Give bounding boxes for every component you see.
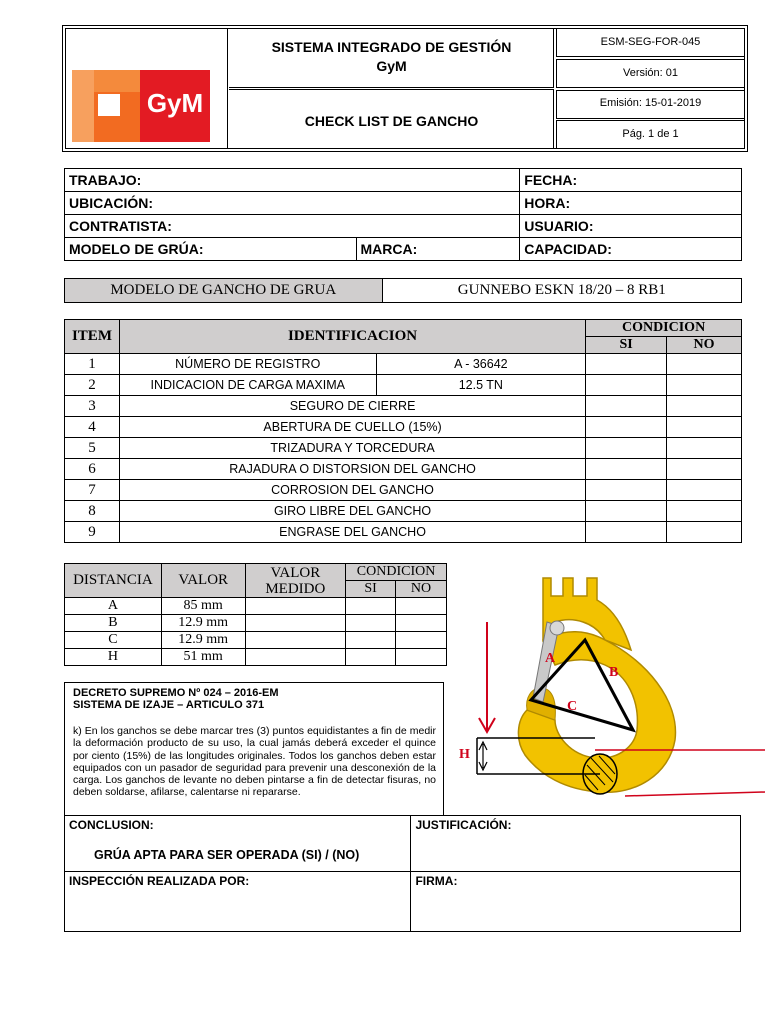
checklist-row — [65, 375, 742, 396]
col-no-header: NO — [667, 337, 742, 354]
item-label: ABERTURA DE CUELLO (15%) — [119, 417, 585, 438]
form-emission: Emisión: 15-01-2019 — [599, 97, 702, 109]
distance-value: 12.9 mm — [161, 632, 245, 649]
measured-cell[interactable] — [245, 649, 346, 666]
item-label: RAJADURA O DISTORSION DEL GANCHO — [119, 459, 585, 480]
company-line-2: GyM — [376, 58, 407, 74]
decree-title-1: DECRETO SUPREMO Nº 024 – 2016-EM — [73, 687, 279, 699]
no-cell[interactable] — [667, 480, 742, 501]
red-hline-bottom — [625, 792, 765, 796]
hook-model-label: MODELO DE GANCHO DE GRUA — [65, 279, 383, 303]
measured-cell[interactable] — [245, 598, 346, 615]
fecha-label: FECHA: — [524, 172, 578, 188]
distance-label: B — [65, 615, 162, 632]
si-cell[interactable] — [586, 396, 667, 417]
apta-text: GRÚA APTA PARA SER OPERADA (SI) / (NO) — [94, 848, 360, 862]
distance-row — [65, 632, 447, 649]
no-cell[interactable] — [667, 522, 742, 543]
no-cell[interactable] — [667, 354, 742, 375]
label-b: B — [609, 665, 619, 680]
item-value: A - 36642 — [376, 354, 586, 375]
checklist-row — [65, 438, 742, 459]
no-cell[interactable] — [667, 417, 742, 438]
form-page: Pág. 1 de 1 — [622, 128, 679, 140]
item-number: 9 — [65, 522, 120, 543]
no-cell[interactable] — [667, 459, 742, 480]
firma-label: FIRMA: — [415, 874, 458, 888]
contratista-field[interactable] — [65, 215, 520, 238]
ubicacion-label: UBICACIÓN: — [69, 195, 153, 211]
item-label: GIRO LIBRE DEL GANCHO — [119, 501, 585, 522]
label-h: H — [459, 747, 470, 762]
no-cell[interactable] — [667, 501, 742, 522]
gym-logo — [72, 70, 210, 142]
decree-body: k) En los ganchos se debe marcar tres (3) puntos equidistantes a fin de medir la deformación producto de su uso, la cual jamás deberá exceder el quince por ciento (15%) de las longitudes originales. Todos los ganchos deben estar equipados con un pasador de seguridad para prevenir una desconexión de la carga. Los ganchos de levante no deben pintarse a fin de detectar fisuras, no deben soldarse, afilarse, calentarse ni repararse. — [73, 725, 436, 799]
si-cell[interactable] — [346, 598, 396, 615]
col-item-header: ITEM — [65, 320, 120, 354]
fecha-field[interactable] — [520, 169, 742, 192]
form-code: ESM-SEG-FOR-045 — [600, 36, 701, 48]
checklist-row — [65, 396, 742, 417]
item-number: 7 — [65, 480, 120, 501]
logo-orange-shade-top — [94, 70, 140, 92]
si-cell[interactable] — [586, 354, 667, 375]
measured-cell[interactable] — [245, 615, 346, 632]
distance-label: H — [65, 649, 162, 666]
distance-row — [65, 649, 447, 666]
col-si-header: SI — [586, 337, 667, 354]
contratista-label: CONTRATISTA: — [69, 218, 172, 234]
distance-label: A — [65, 598, 162, 615]
load-arrow — [479, 622, 495, 732]
logo-text: GyM — [146, 88, 204, 118]
conclusion-cell[interactable] — [65, 816, 411, 872]
hook-diagram — [455, 570, 765, 810]
si-cell[interactable] — [586, 480, 667, 501]
checklist-row — [65, 459, 742, 480]
inspeccion-cell[interactable] — [65, 872, 411, 932]
col-no-header: NO — [396, 581, 447, 598]
marca-label: MARCA: — [360, 241, 418, 257]
marca-field[interactable] — [356, 238, 520, 261]
item-label: CORROSION DEL GANCHO — [119, 480, 585, 501]
capacidad-field[interactable] — [520, 238, 742, 261]
inspeccion-label: INSPECCIÓN REALIZADA POR: — [69, 874, 250, 888]
col-identificacion-header: IDENTIFICACION — [119, 320, 585, 354]
valor-medido-line-2: MEDIDO — [265, 580, 326, 597]
checklist-row — [65, 354, 742, 375]
no-cell[interactable] — [396, 632, 447, 649]
col-si-header: SI — [346, 581, 396, 598]
info-table — [64, 168, 742, 261]
si-cell[interactable] — [586, 438, 667, 459]
decree-box — [64, 682, 444, 816]
capacidad-label: CAPACIDAD: — [524, 241, 612, 257]
trabajo-field[interactable] — [65, 169, 520, 192]
conclusion-label: CONCLUSION: — [69, 818, 154, 832]
col-condicion-header: CONDICION — [586, 320, 742, 337]
no-cell[interactable] — [396, 615, 447, 632]
decree-title-2: SISTEMA DE IZAJE – ARTICULO 371 — [73, 699, 265, 711]
si-cell[interactable] — [346, 649, 396, 666]
si-cell[interactable] — [586, 375, 667, 396]
col-distancia-header: DISTANCIA — [65, 564, 162, 598]
item-label: ENGRASE DEL GANCHO — [119, 522, 585, 543]
si-cell[interactable] — [346, 632, 396, 649]
hora-field[interactable] — [520, 192, 742, 215]
valor-medido-line-1: VALOR — [270, 564, 321, 581]
item-label: NÚMERO DE REGISTRO — [119, 354, 376, 375]
trabajo-label: TRABAJO: — [69, 172, 142, 188]
justificacion-label: JUSTIFICACIÓN: — [415, 818, 512, 832]
checklist-row — [65, 417, 742, 438]
ubicacion-field[interactable] — [65, 192, 520, 215]
distance-value: 12.9 mm — [161, 615, 245, 632]
distance-value: 51 mm — [161, 649, 245, 666]
distance-row — [65, 598, 447, 615]
no-cell[interactable] — [396, 649, 447, 666]
label-a: A — [545, 651, 556, 666]
firma-cell[interactable] — [411, 872, 741, 932]
si-cell[interactable] — [586, 459, 667, 480]
item-number: 5 — [65, 438, 120, 459]
item-number: 6 — [65, 459, 120, 480]
form-title: CHECK LIST DE GANCHO — [304, 113, 479, 129]
logo-white-square — [98, 94, 120, 116]
modelo-grua-field[interactable] — [65, 238, 357, 261]
justificacion-cell[interactable] — [411, 816, 741, 872]
item-label: INDICACION DE CARGA MAXIMA — [119, 375, 376, 396]
modelo-grua-label: MODELO DE GRÚA: — [69, 241, 204, 257]
item-number: 3 — [65, 396, 120, 417]
item-number: 4 — [65, 417, 120, 438]
no-cell[interactable] — [667, 396, 742, 417]
item-number: 8 — [65, 501, 120, 522]
item-value: 12.5 TN — [376, 375, 586, 396]
checklist-row — [65, 480, 742, 501]
form-version: Versión: 01 — [622, 67, 679, 79]
no-cell[interactable] — [667, 375, 742, 396]
label-c: C — [567, 699, 578, 714]
no-cell[interactable] — [396, 598, 447, 615]
item-label: SEGURO DE CIERRE — [119, 396, 585, 417]
si-cell[interactable] — [586, 417, 667, 438]
si-cell[interactable] — [586, 501, 667, 522]
checklist-row — [65, 522, 742, 543]
item-number: 2 — [65, 375, 120, 396]
logo-orange-shade — [72, 70, 94, 142]
footer-table — [64, 815, 741, 932]
hora-label: HORA: — [524, 195, 571, 211]
distance-label: C — [65, 632, 162, 649]
h-arrow — [479, 742, 487, 770]
checklist-row — [65, 501, 742, 522]
distance-table — [64, 563, 447, 666]
usuario-label: USUARIO: — [524, 218, 594, 234]
hook-model-value: GUNNEBO ESKN 18/20 – 8 RB1 — [382, 279, 741, 303]
col-condicion-header: CONDICION — [346, 564, 447, 581]
si-cell[interactable] — [346, 615, 396, 632]
hook-model-table — [64, 278, 742, 303]
distance-row — [65, 615, 447, 632]
latch-pin — [550, 621, 564, 635]
col-valor-header: VALOR — [161, 564, 245, 598]
si-cell[interactable] — [586, 522, 667, 543]
distance-value: 85 mm — [161, 598, 245, 615]
measured-cell[interactable] — [245, 632, 346, 649]
item-label: TRIZADURA Y TORCEDURA — [119, 438, 585, 459]
no-cell[interactable] — [667, 438, 742, 459]
company-line-1: SISTEMA INTEGRADO DE GESTIÓN — [271, 39, 512, 55]
usuario-field[interactable] — [520, 215, 742, 238]
item-number: 1 — [65, 354, 120, 375]
checklist-table — [64, 319, 742, 543]
col-valor-medido-header — [245, 564, 346, 598]
